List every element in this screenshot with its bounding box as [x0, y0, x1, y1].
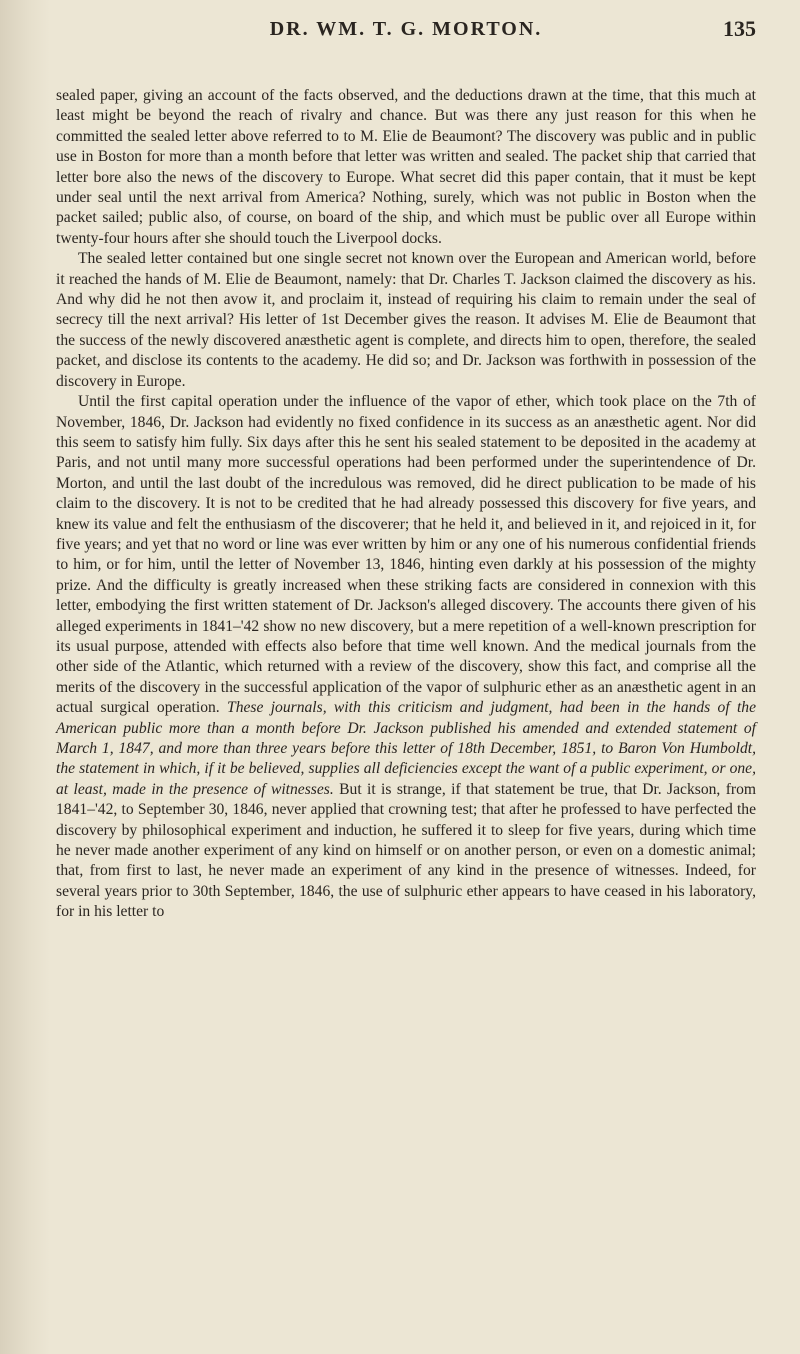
- paragraph-3-text: Until the first capital operation under the influence of the vapor of ether, which took place on the 7th of November, 1846, Dr. Jackson had evidently no fixed confidence in its success as an anæsthetic agent. Nor did this seem to satisfy him fully. Six days after this he sent his sealed statement to be deposited in the academy at Paris, and not until many more successful operations had been performed under the superintendence of Dr. Morton, and until the last doubt of the incredulous was removed, did he direct publication to be made of his claim to the discovery. It is not to be credited that he had already possessed this discovery for five years, and knew its value and felt the enthusiasm of the discoverer; that he held it, and believed in it, and rejoiced in it, for five years; and yet that no word or line was ever written by him or any one of his numerous confidential friends to him, or for him, until the letter of November 13, 1846, hinting even darkly at his possession of the mighty prize. And the difficulty is greatly increased when these striking facts are considered in connexion with this letter, embodying the first written statement of Dr. Jackson's alleged discovery. The accounts there given of his alleged experiments in 1841–'42 show no new discovery, but a mere repetition of a well-known prescription for its usual purpose, attended with effects also before that time well known. And the medical journals from the other side of the Atlantic, which returned with a review of the discovery, show this fact, and comprise all the merits of the discovery in the successful application of the vapor of sulphuric ether as an anæsthetic agent in an actual surgical operation.: [56, 393, 756, 717]
- paragraph-3-italic: These journals, with this criticism and judgment, had been in the hands of the American public more than a month before Dr. Jackson published his amended and extended statement of March 1, 1847, and more than three years before this letter of 18th December, 1851, to Baron Von Humboldt, the statement in which, if it be believed, supplies all deficiencies except the want of a public experiment, or one, at least, made in the presence of witnesses.: [56, 699, 757, 798]
- paragraph-1: sealed paper, giving an account of the facts observed, and the deductions drawn at the time, that this much at least might be beyond the reach of rivalry and chance. But was there any just reason for this when he committed the sealed letter above referred to to M. Elie de Beaumont? The discovery was public and in public use in Boston for more than a month before that letter was written and sealed. The packet ship that carried that letter bore also the news of the discovery to Europe. What secret did this paper contain, that it must be kept under seal until the next arrival from America? Nothing, surely, which was not public in Boston when the packet sailed; public also, of course, on board of the ship, and which must be public over all Europe within twenty-four hours after she should touch the Liverpool docks.: [56, 87, 756, 247]
- paragraph-2: The sealed letter contained but one single secret not known over the European and American world, before it reached the hands of M. Elie de Beaumont, namely: that Dr. Charles T. Jackson claimed the discovery as his. And why did he not then avow it, and proclaim it, instead of requiring his claim to remain under the seal of secrecy till the next arrival? His letter of 1st December gives the reason. It advises M. Elie de Beaumont that the success of the newly discovered anæsthetic agent is complete, and directs him to open, therefore, the sealed packet, and disclose its contents to the academy. He did so; and Dr. Jackson was forthwith in possession of the discovery in Europe.: [56, 250, 756, 390]
- running-title: DR. WM. T. G. MORTON.: [269, 18, 543, 40]
- running-head: [56, 16, 756, 58]
- paragraph-3-tail: But it is strange, if that statement be true, that Dr. Jackson, from 1841–'42, to September 30, 1846, never applied that crowning test; that after he professed to have perfected the discovery by philosophical experiment and induction, he suffered it to sleep for five years, during which time he never made another experiment of any kind on himself or on another person, or even on a domestic animal; that, from first to last, he never made an experiment of any kind in the presence of witnesses. Indeed, for several years prior to 30th September, 1846, the use of sulphuric ether appears to have ceased in his laboratory, for in his letter to: [56, 780, 757, 921]
- page-gutter-shadow: [0, 0, 50, 1354]
- paragraph-3: [56, 392, 756, 923]
- book-page: [56, 16, 756, 923]
- page-number: 135: [723, 16, 756, 41]
- body-text: [56, 86, 756, 923]
